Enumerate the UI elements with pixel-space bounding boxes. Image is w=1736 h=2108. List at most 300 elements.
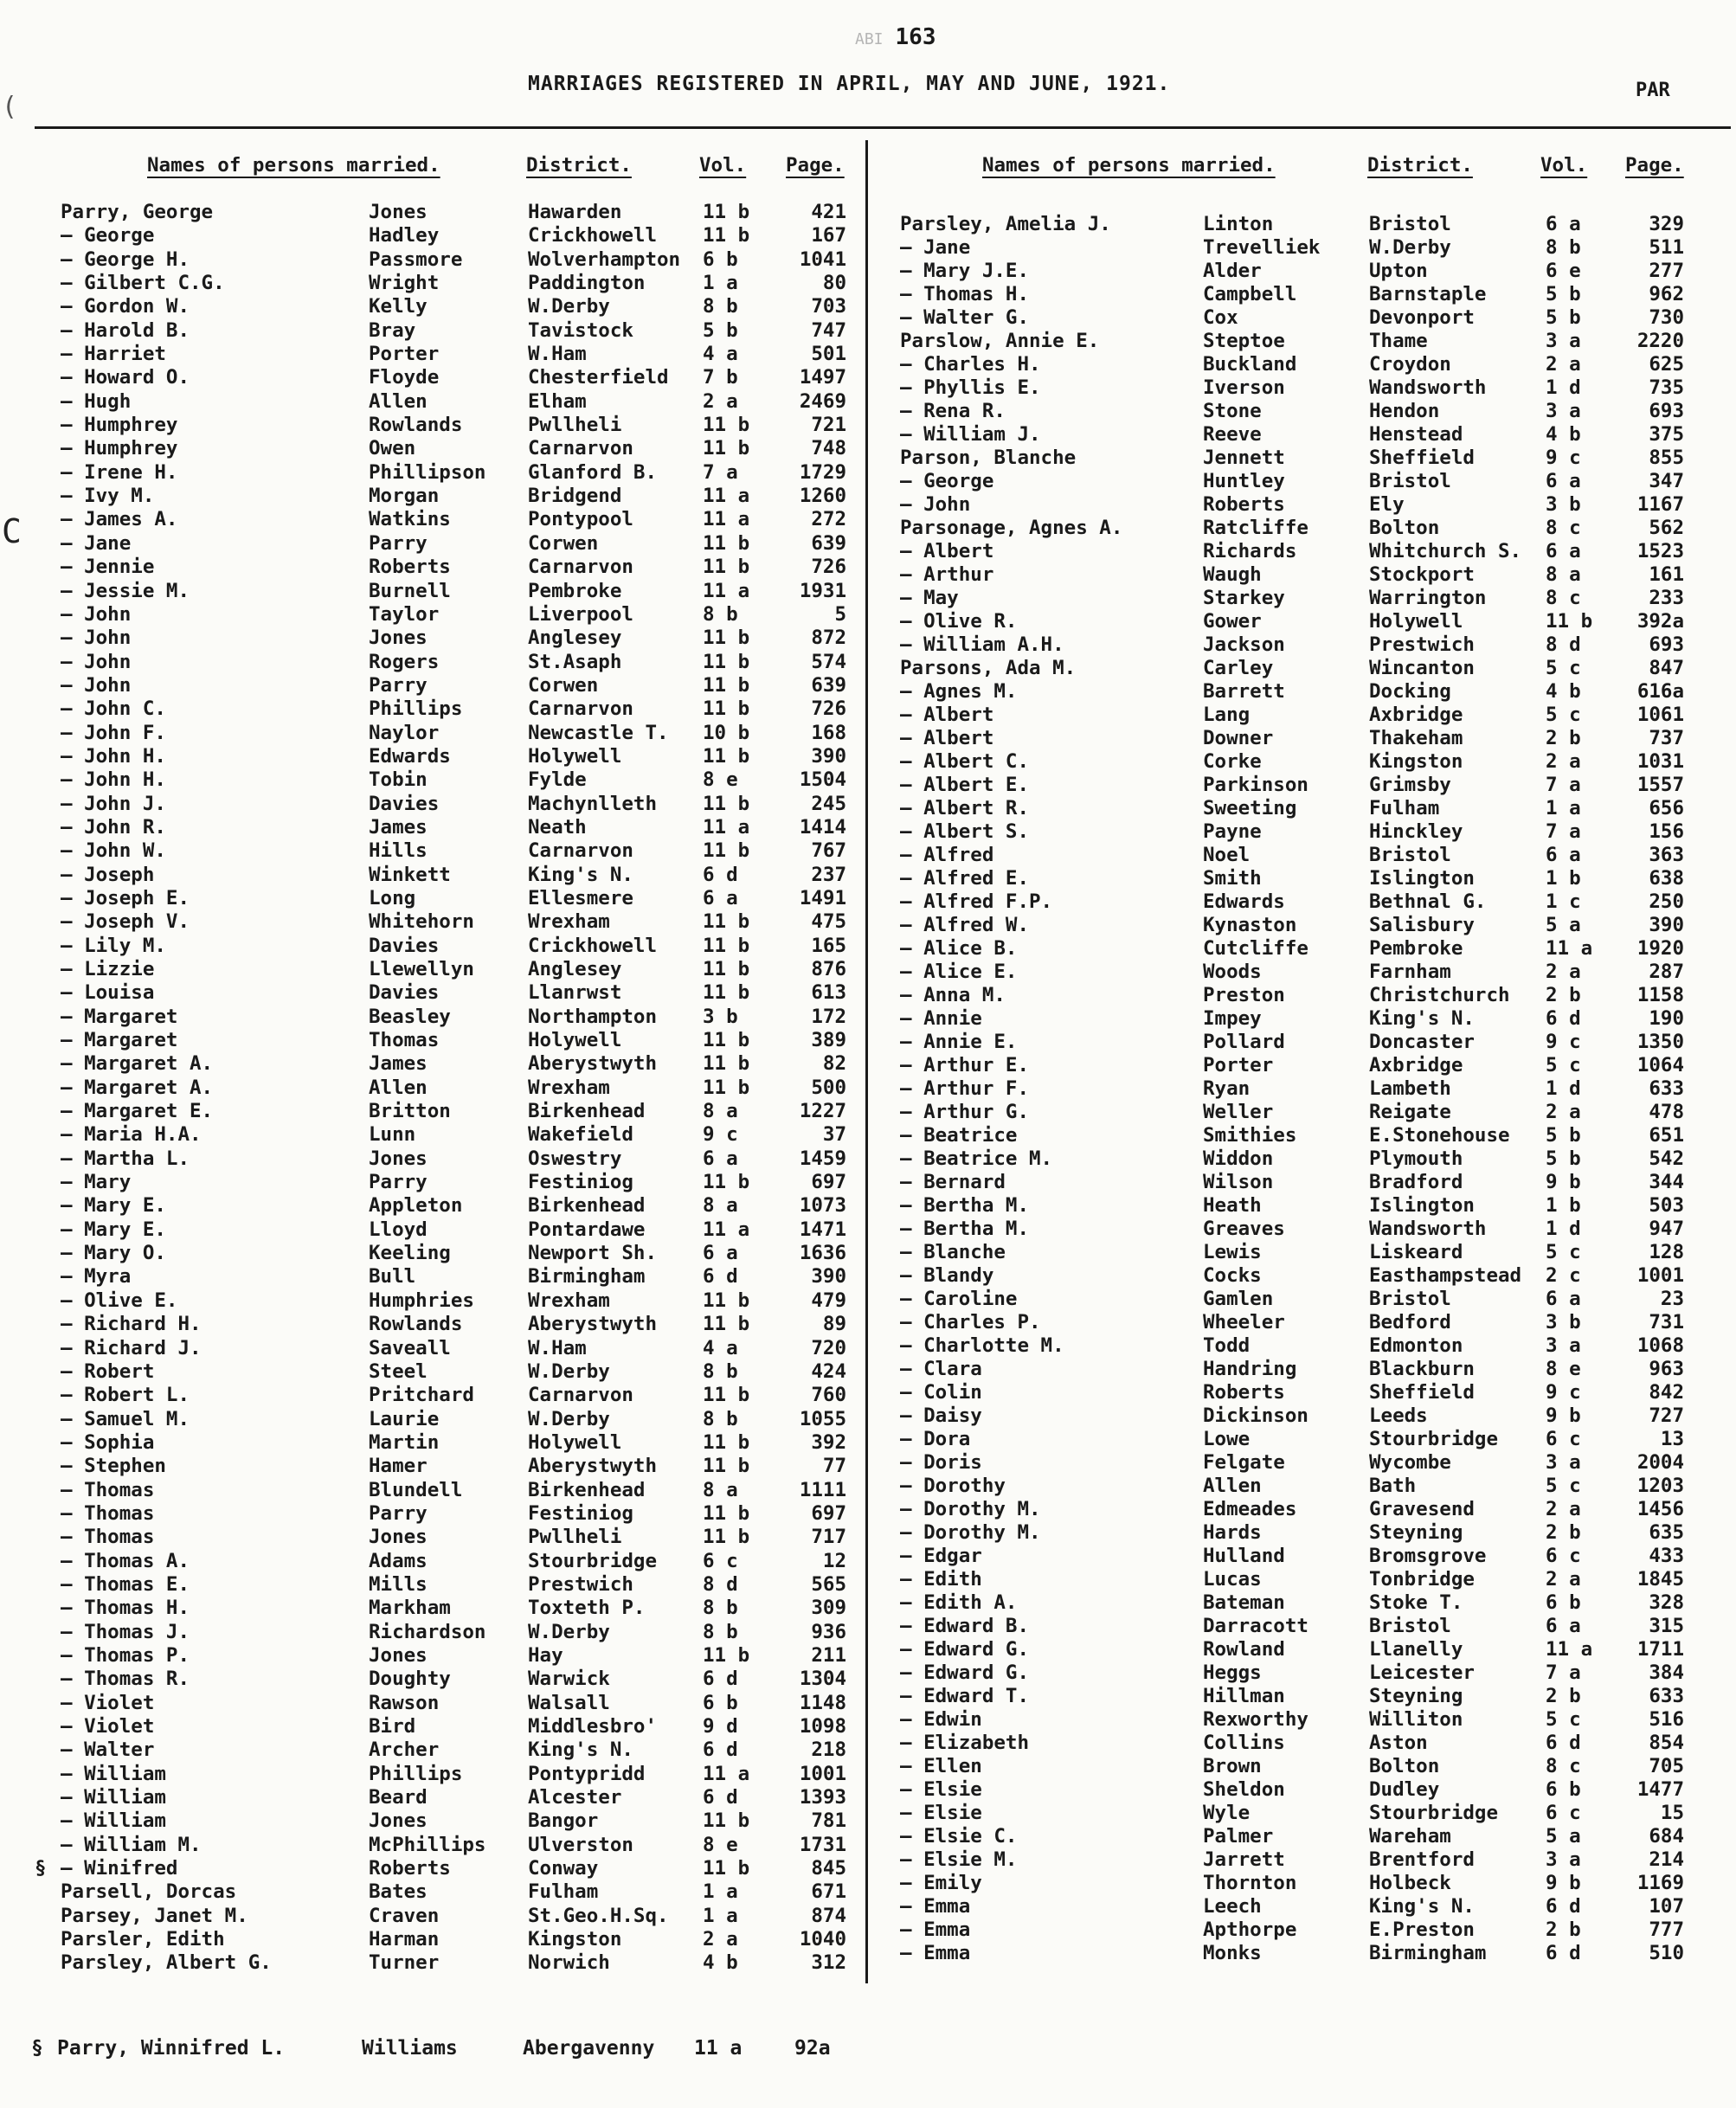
cell-district: Conway xyxy=(528,1857,599,1880)
cell-district: Bradford xyxy=(1369,1171,1463,1193)
cell-district: Ely xyxy=(1369,493,1405,516)
cell-vol: 11 a xyxy=(703,1218,750,1241)
cell-name: — Thomas R. xyxy=(61,1668,190,1691)
cell-page: 214 xyxy=(1649,1848,1684,1871)
cell-vol: 2 b xyxy=(1546,1918,1581,1941)
cell-page: 511 xyxy=(1649,236,1684,259)
cell-spouse: Jones xyxy=(369,1643,428,1667)
cell-vol: 2 a xyxy=(1546,750,1581,773)
cell-name: — Thomas A. xyxy=(61,1549,190,1572)
cell-district: Stoke T. xyxy=(1369,1591,1463,1614)
cell-name: — Mary O. xyxy=(61,1242,166,1265)
cell-district: Blackburn xyxy=(1369,1358,1475,1380)
cell-spouse: Gower xyxy=(1203,610,1262,633)
cell-vol: 6 a xyxy=(703,1147,738,1170)
cell-district: Pembroke xyxy=(528,579,622,602)
cell-spouse: Edwards xyxy=(1203,890,1285,913)
cell-spouse: Phillips xyxy=(369,1762,463,1785)
footnote-mark: § xyxy=(31,2037,43,2060)
cell-page: 272 xyxy=(811,508,846,531)
cell-page: 1471 xyxy=(799,1218,846,1241)
cell-name: — Alfred F.P. xyxy=(900,890,1053,913)
cell-vol: 2 a xyxy=(1546,961,1581,983)
cell-spouse: Parry xyxy=(369,1501,428,1525)
cell-spouse: Widdon xyxy=(1203,1147,1274,1170)
cell-spouse: Hills xyxy=(369,839,428,863)
cell-page: 500 xyxy=(811,1076,846,1099)
cell-vol: 2 a xyxy=(1546,1101,1581,1123)
cell-vol: 11 b xyxy=(703,1526,750,1549)
cell-page: 872 xyxy=(811,627,846,650)
cell-spouse: Lunn xyxy=(369,1123,416,1147)
cell-page: 1227 xyxy=(799,1100,846,1123)
cell-vol: 6 d xyxy=(1546,1942,1581,1964)
cell-vol: 5 b xyxy=(703,318,738,342)
cell-name: — Emily xyxy=(900,1872,982,1894)
cell-spouse: Leech xyxy=(1203,1895,1262,1918)
cell-spouse: Parry xyxy=(369,673,428,697)
cell-district: W.Derby xyxy=(528,1620,610,1643)
cell-name: — Harriet xyxy=(61,343,166,366)
cell-spouse: Cutcliffe xyxy=(1203,937,1308,960)
cell-spouse: Bates xyxy=(369,1880,428,1904)
cell-vol: 3 b xyxy=(703,1005,738,1028)
cell-name: — Edward G. xyxy=(900,1661,1030,1684)
cell-vol: 11 b xyxy=(703,437,750,460)
cell-name: — Violet xyxy=(61,1715,155,1738)
cell-name: — Arthur F. xyxy=(900,1077,1030,1100)
cell-name: — Walter G. xyxy=(900,306,1030,329)
cell-district: Anglesey xyxy=(528,958,622,980)
cell-vol: 6 d xyxy=(703,1786,738,1809)
cell-spouse: Jones xyxy=(369,1526,428,1549)
cell-district: Bristol xyxy=(1369,1615,1451,1637)
cell-name: — Margaret xyxy=(61,1005,178,1028)
cell-district: Axbridge xyxy=(1369,704,1463,726)
cell-name: — Beatrice M. xyxy=(900,1147,1053,1170)
cell-spouse: Hadley xyxy=(369,224,440,247)
cell-vol: 3 a xyxy=(1546,1334,1581,1357)
cell-page: 389 xyxy=(811,1029,846,1052)
cell-name: — Colin xyxy=(900,1381,982,1404)
cell-page: 15 xyxy=(1660,1802,1684,1824)
cell-page: 876 xyxy=(811,958,846,980)
cell-district: Northampton xyxy=(528,1005,658,1028)
cell-name: — Phyllis E. xyxy=(900,376,1041,399)
cell-vol: 3 a xyxy=(1546,1451,1581,1474)
cell-district: Middlesbro' xyxy=(528,1715,658,1738)
cell-district: St.Geo.H.Sq. xyxy=(528,1904,669,1927)
cell-page: 1497 xyxy=(799,366,846,389)
cell-vol: 4 a xyxy=(703,343,738,366)
cell-spouse: Apthorpe xyxy=(1203,1918,1297,1941)
cell-page: 721 xyxy=(811,414,846,437)
page-number-value: 163 xyxy=(895,24,936,50)
cell-district: Norwich xyxy=(528,1951,610,1975)
cell-district: Stourbridge xyxy=(528,1549,658,1572)
cell-name: — John F. xyxy=(61,721,166,744)
cell-page: 747 xyxy=(811,318,846,342)
cell-spouse: Preston xyxy=(1203,984,1285,1006)
cell-name: — Humphrey xyxy=(61,437,178,460)
cell-name: — James A. xyxy=(61,508,178,531)
cell-page: 237 xyxy=(811,863,846,886)
cell-vol: 7 a xyxy=(1546,774,1581,796)
cell-vol: 5 c xyxy=(1546,1708,1581,1731)
cell-district: Neath xyxy=(528,815,587,839)
cell-district: Carnarvon xyxy=(528,697,633,721)
cell-district: Anglesey xyxy=(528,627,622,650)
header-district: District. xyxy=(526,154,632,177)
cell-name: — Margaret E. xyxy=(61,1100,214,1123)
cell-name: — William xyxy=(61,1786,166,1809)
cell-vol: 2 a xyxy=(703,389,738,413)
cell-page: 516 xyxy=(1649,1708,1684,1731)
cell-vol: 11 b xyxy=(703,792,750,815)
cell-spouse: Roberts xyxy=(1203,493,1285,516)
cell-district: Bethnal G. xyxy=(1369,890,1487,913)
cell-name: — Doris xyxy=(900,1451,982,1474)
cell-district: Aberystwyth xyxy=(528,1455,658,1478)
cell-page: 1203 xyxy=(1636,1475,1684,1497)
cell-page: 23 xyxy=(1660,1288,1684,1310)
cell-vol: 8 a xyxy=(1546,563,1581,586)
cell-vol: 5 b xyxy=(1546,1147,1581,1170)
cell-spouse: Stone xyxy=(1203,400,1262,422)
cell-district: Birkenhead xyxy=(528,1194,646,1218)
cell-name: — Humphrey xyxy=(61,414,178,437)
cell-district: Barnstaple xyxy=(1369,283,1487,305)
cell-spouse: Britton xyxy=(369,1100,451,1123)
cell-spouse: Weller xyxy=(1203,1101,1274,1123)
cell-spouse: Rawson xyxy=(369,1691,440,1714)
cell-district: Williton xyxy=(1369,1708,1463,1731)
cell-district: Paddington xyxy=(528,272,646,295)
cell-page: 2220 xyxy=(1636,330,1684,352)
cell-spouse: Winkett xyxy=(369,863,451,886)
cell-vol: 11 a xyxy=(703,579,750,602)
cell-district: Bristol xyxy=(1369,470,1451,492)
cell-spouse: Burnell xyxy=(369,579,451,602)
cell-vol: 6 d xyxy=(703,863,738,886)
cell-page: 190 xyxy=(1649,1007,1684,1030)
cell-district: Stourbridge xyxy=(1369,1802,1499,1824)
cell-spouse: Kelly xyxy=(369,295,428,318)
cell-district: E.Preston xyxy=(1369,1918,1475,1941)
cell-name: — Walter xyxy=(61,1738,155,1762)
cell-name: — Anna M. xyxy=(900,984,1006,1006)
cell-spouse: Hillman xyxy=(1203,1685,1285,1707)
cell-name: — Bernard xyxy=(900,1171,1006,1193)
cell-vol: 1 a xyxy=(1546,797,1581,819)
cell-spouse: Naylor xyxy=(369,721,440,744)
cell-district: Pontardawe xyxy=(528,1218,646,1241)
cell-district: Reigate xyxy=(1369,1101,1451,1123)
cell-district: Bromsgrove xyxy=(1369,1545,1487,1567)
cell-vol: 10 b xyxy=(703,721,750,744)
cell-vol: 5 c xyxy=(1546,657,1581,679)
cell-spouse: Lucas xyxy=(1203,1568,1262,1591)
cell-vol: 11 b xyxy=(703,1643,750,1667)
cell-name: — Elsie M. xyxy=(900,1848,1018,1871)
cell-spouse: Rowland xyxy=(1203,1638,1285,1661)
cell-spouse: Trevelliek xyxy=(1203,236,1321,259)
cell-vol: 9 c xyxy=(703,1123,738,1147)
cell-vol: 2 b xyxy=(1546,984,1581,1006)
cell-name: Parsley, Amelia J. xyxy=(900,213,1111,235)
cell-spouse: Davies xyxy=(369,792,440,815)
cell-page: 390 xyxy=(1649,914,1684,936)
cell-spouse: Doughty xyxy=(369,1668,451,1691)
cell-name: — Lizzie xyxy=(61,958,155,980)
cell-name: — Annie xyxy=(900,1007,982,1030)
cell-district: King's N. xyxy=(528,863,633,886)
cell-name: — Arthur G. xyxy=(900,1101,1030,1123)
cell-spouse: Thomas xyxy=(369,1029,440,1052)
cell-district: Birkenhead xyxy=(528,1100,646,1123)
cell-spouse: Bird xyxy=(369,1715,416,1738)
cell-vol: 6 d xyxy=(1546,1895,1581,1918)
cell-spouse: Darracott xyxy=(1203,1615,1308,1637)
cell-district: Hendon xyxy=(1369,400,1440,422)
cell-spouse: Bray xyxy=(369,318,416,342)
cell-vol: 6 a xyxy=(1546,213,1581,235)
cell-page: 424 xyxy=(811,1359,846,1383)
cell-district: Crickhowell xyxy=(528,934,658,957)
cell-page: 1304 xyxy=(799,1668,846,1691)
cell-vol: 6 a xyxy=(1546,540,1581,562)
cell-spouse: Roberts xyxy=(1203,1381,1285,1404)
cell-spouse: Adams xyxy=(369,1549,428,1572)
cell-page: 12 xyxy=(822,1549,846,1572)
cell-page: 565 xyxy=(811,1572,846,1596)
cell-name: Parsons, Ada M. xyxy=(900,657,1077,679)
cell-district: Ulverston xyxy=(528,1833,633,1856)
cell-page: 703 xyxy=(811,295,846,318)
cell-vol: 6 d xyxy=(703,1668,738,1691)
cell-page: 329 xyxy=(1649,213,1684,235)
cell-page: 638 xyxy=(1649,867,1684,890)
cell-district: Carnarvon xyxy=(528,839,633,863)
cell-name: — Bertha M. xyxy=(900,1218,1030,1240)
cell-name: — Violet xyxy=(61,1691,155,1714)
cell-page: 1148 xyxy=(799,1691,846,1714)
cell-page: 874 xyxy=(811,1904,846,1927)
cell-spouse: Campbell xyxy=(1203,283,1297,305)
cell-vol: 11 b xyxy=(703,697,750,721)
cell-spouse: Payne xyxy=(1203,820,1262,843)
cell-name: — Alice B. xyxy=(900,937,1018,960)
cell-district: Aberystwyth xyxy=(528,1313,658,1336)
cell-spouse: Taylor xyxy=(369,602,440,626)
cell-name: — Robert L. xyxy=(61,1384,190,1407)
cell-district: Bridgend xyxy=(528,485,622,508)
cell-district: Oswestry xyxy=(528,1147,622,1170)
cell-vol: 8 b xyxy=(703,1620,738,1643)
cell-page: 1158 xyxy=(1636,984,1684,1006)
cell-vol: 8 c xyxy=(1546,517,1581,539)
cell-spouse: Bull xyxy=(369,1265,416,1289)
cell-vol: 5 c xyxy=(1546,1054,1581,1076)
cell-name: — Jennie xyxy=(61,556,155,579)
cell-name: — William xyxy=(61,1762,166,1785)
cell-vol: 3 b xyxy=(1546,493,1581,516)
cell-district: King's N. xyxy=(1369,1007,1475,1030)
cell-name: — Beatrice xyxy=(900,1124,1018,1147)
cell-spouse: Todd xyxy=(1203,1334,1251,1357)
cell-vol: 1 a xyxy=(703,1904,738,1927)
cell-name: Parslow, Annie E. xyxy=(900,330,1100,352)
cell-district: Doncaster xyxy=(1369,1031,1475,1053)
cell-name: — Edith xyxy=(900,1568,982,1591)
cell-name: Parson, Blanche xyxy=(900,447,1077,469)
cell-district: Wareham xyxy=(1369,1825,1451,1848)
cell-page: 633 xyxy=(1649,1685,1684,1707)
cell-district: Elham xyxy=(528,389,587,413)
cell-spouse: Pritchard xyxy=(369,1384,474,1407)
cell-page: 211 xyxy=(811,1643,846,1667)
cell-district: Bristol xyxy=(1369,844,1451,866)
cell-page: 421 xyxy=(811,201,846,223)
cell-vol: 11 b xyxy=(703,224,750,247)
cell-district: Newport Sh. xyxy=(528,1242,658,1265)
cell-district: Dudley xyxy=(1369,1778,1440,1801)
cell-name: — George xyxy=(61,224,155,247)
cell-page: 233 xyxy=(1649,587,1684,609)
cell-page: 1414 xyxy=(799,815,846,839)
cell-name: — Bertha M. xyxy=(900,1194,1030,1217)
cell-page: 730 xyxy=(1649,306,1684,329)
cell-spouse: Craven xyxy=(369,1904,440,1927)
cell-page: 1731 xyxy=(799,1833,846,1856)
cell-name: — Albert xyxy=(900,727,994,749)
cell-page: 717 xyxy=(811,1526,846,1549)
cell-vol: 8 e xyxy=(703,1833,738,1856)
cell-vol: 1 d xyxy=(1546,1077,1581,1100)
cell-district: Docking xyxy=(1369,680,1451,703)
cell-page: 1040 xyxy=(799,1928,846,1951)
cell-spouse: Lewis xyxy=(1203,1241,1262,1263)
cell-page: 1931 xyxy=(799,579,846,602)
cell-page: 855 xyxy=(1649,447,1684,469)
cell-page: 737 xyxy=(1649,727,1684,749)
cell-district: Pembroke xyxy=(1369,937,1463,960)
cell-page: 1098 xyxy=(799,1715,846,1738)
cell-name: — Howard O. xyxy=(61,366,190,389)
cell-name: Parsonage, Agnes A. xyxy=(900,517,1123,539)
cell-page: 250 xyxy=(1649,890,1684,913)
cell-district: Thame xyxy=(1369,330,1428,352)
cell-district: Aston xyxy=(1369,1732,1428,1754)
cell-name: — Joseph V. xyxy=(61,910,190,934)
cell-district: Pwllheli xyxy=(528,414,622,437)
cell-vol: 8 b xyxy=(703,1597,738,1620)
cell-spouse: Edmeades xyxy=(1203,1498,1297,1520)
cell-page: 80 xyxy=(822,272,846,295)
cell-district: Tonbridge xyxy=(1369,1568,1475,1591)
cell-spouse: Richards xyxy=(1203,540,1297,562)
cell-name: — Albert R. xyxy=(900,797,1030,819)
cell-vol: 6 a xyxy=(703,1242,738,1265)
cell-district: W.Derby xyxy=(528,295,610,318)
cell-page: 37 xyxy=(822,1123,846,1147)
cell-page: 347 xyxy=(1649,470,1684,492)
cell-district: Leicester xyxy=(1369,1661,1475,1684)
cell-vol: 11 b xyxy=(703,1857,750,1880)
page-title: MARRIAGES REGISTERED IN APRIL, MAY AND JUNE, 1921. xyxy=(528,73,1171,95)
cell-name: — Thomas xyxy=(61,1526,155,1549)
cell-district: Pontypool xyxy=(528,508,633,531)
cell-page: 2469 xyxy=(799,389,846,413)
cell-vol: 11 b xyxy=(703,1809,750,1833)
cell-vol: 1 c xyxy=(1546,890,1581,913)
cell-spouse: Phillipson xyxy=(369,460,486,484)
cell-name: Parsler, Edith xyxy=(61,1928,225,1951)
cell-spouse: Dickinson xyxy=(1203,1404,1308,1427)
cell-district: Leeds xyxy=(1369,1404,1428,1427)
cell-page: 720 xyxy=(811,1336,846,1359)
cell-vol: 7 a xyxy=(703,460,738,484)
cell-spouse: Gamlen xyxy=(1203,1288,1274,1310)
cell-page: 1068 xyxy=(1636,1334,1684,1357)
cell-vol: 2 b xyxy=(1546,1521,1581,1544)
cell-vol: 8 e xyxy=(703,768,738,792)
cell-district: Warwick xyxy=(528,1668,610,1691)
cell-spouse: Cox xyxy=(1203,306,1238,329)
cell-name: — William A.H. xyxy=(900,633,1064,656)
cell-district: Devonport xyxy=(1369,306,1475,329)
cell-spouse: Noel xyxy=(1203,844,1251,866)
cell-spouse: Hards xyxy=(1203,1521,1262,1544)
cell-page: 651 xyxy=(1649,1124,1684,1147)
cell-page: 684 xyxy=(1649,1825,1684,1848)
cell-district: Islington xyxy=(1369,1194,1475,1217)
cell-vol: 6 a xyxy=(1546,1288,1581,1310)
cell-district: Pwllheli xyxy=(528,1526,622,1549)
cell-name: Parry, George xyxy=(61,201,214,223)
cell-spouse: Carley xyxy=(1203,657,1274,679)
cell-district: Steyning xyxy=(1369,1521,1463,1544)
cell-page: 777 xyxy=(1649,1918,1684,1941)
cell-page: 315 xyxy=(1649,1615,1684,1637)
cell-spouse: Parry xyxy=(369,1171,428,1194)
cell-page: 656 xyxy=(1649,797,1684,819)
cell-page: 1477 xyxy=(1636,1778,1684,1801)
cell-name: — Albert xyxy=(900,704,994,726)
cell-name: — Thomas H. xyxy=(61,1597,190,1620)
cell-name: — Gilbert C.G. xyxy=(61,272,225,295)
cell-spouse: Rexworthy xyxy=(1203,1708,1308,1731)
cell-district: Axbridge xyxy=(1369,1054,1463,1076)
cell-district: Plymouth xyxy=(1369,1147,1463,1170)
cell-page: 1636 xyxy=(799,1242,846,1265)
cell-page: 1167 xyxy=(1636,493,1684,516)
cell-name: — John H. xyxy=(61,744,166,768)
cell-name: — Margaret A. xyxy=(61,1052,214,1076)
cell-page: 1001 xyxy=(1636,1264,1684,1287)
cell-district: Festiniog xyxy=(528,1171,633,1194)
cell-name: — Maria H.A. xyxy=(61,1123,202,1147)
cell-vol: 11 b xyxy=(703,531,750,555)
cell-vol: 6 c xyxy=(703,1549,738,1572)
cell-vol: 11 b xyxy=(703,201,750,223)
cell-page: 375 xyxy=(1649,423,1684,446)
cell-page: 433 xyxy=(1649,1545,1684,1567)
cell-name: — Stephen xyxy=(61,1455,166,1478)
cell-spouse: Sheldon xyxy=(1203,1778,1285,1801)
cell-name: — Hugh xyxy=(61,389,132,413)
cell-name: — Sophia xyxy=(61,1430,155,1454)
